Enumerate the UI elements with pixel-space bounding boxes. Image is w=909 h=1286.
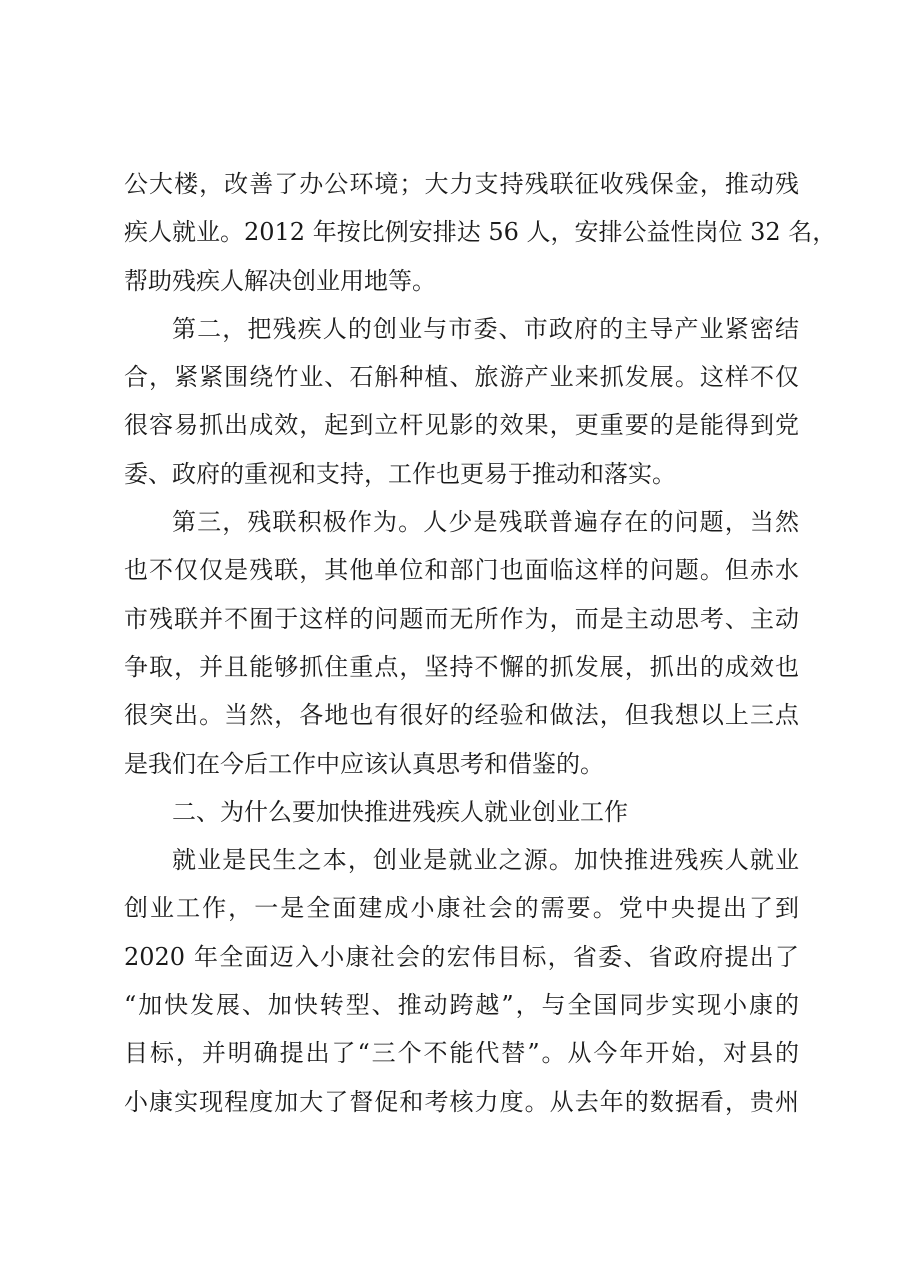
text-line: 市残联并不囿于这样的问题而无所作为，而是主动思考、主动 (124, 604, 799, 633)
text-line: 争取，并且能够抓住重点，坚持不懈的抓发展，抓出的成效也 (124, 652, 799, 681)
text-line: 委、政府的重视和支持，工作也更易于推动和落实。 (124, 459, 676, 488)
section-heading (124, 788, 799, 836)
text-line: “加快发展、加快转型、推动跨越”，与全国同步实现小康的 (124, 991, 799, 1020)
text-line: 疾人就业。2012 年按比例安排达 56 人，安排公益性岗位 32 名， (124, 218, 837, 247)
text-line: 就业是民生之本，创业是就业之源。加快推进残疾人就业 (172, 846, 799, 875)
text-line: 第二，把残疾人的创业与市委、市政府的主导产业紧密结 (172, 314, 799, 343)
text-line: 创业工作，一是全面建成小康社会的需要。党中央提出了到 (124, 894, 799, 923)
text-line: 第三，残联积极作为。人少是残联普遍存在的问题，当然 (172, 508, 799, 537)
text-line: 也不仅仅是残联，其他单位和部门也面临这样的问题。但赤水 (124, 556, 799, 585)
text-line: 很容易抓出成效，起到立杆见影的效果，更重要的是能得到党 (124, 411, 799, 440)
document-body (124, 156, 837, 1126)
text-line: 合，紧紧围绕竹业、石斛种植、旅游产业来抓发展。这样不仅 (124, 363, 799, 392)
text-line: 2020 年全面迈入小康社会的宏伟目标，省委、省政府提出了 (124, 942, 799, 971)
text-line: 公大楼，改善了办公环境；大力支持残联征收残保金，推动残 (124, 170, 799, 198)
paragraph-4 (124, 836, 799, 1126)
text-line: 小康实现程度加大了督促和考核力度。从去年的数据看，贵州 (124, 1087, 799, 1116)
paragraph-3 (124, 498, 799, 788)
heading-text: 二、为什么要加快推进残疾人就业创业工作 (172, 797, 628, 826)
text-line: 很突出。当然，各地也有很好的经验和做法，但我想以上三点 (124, 701, 799, 730)
text-line: 是我们在今后工作中应该认真思考和借鉴的。 (124, 749, 604, 778)
paragraph-2 (124, 305, 799, 498)
paragraph-1 (124, 160, 837, 305)
text-line: 目标，并明确提出了“三个不能代替”。从今年开始，对县的 (124, 1039, 799, 1068)
text-line: 帮助残疾人解决创业用地等。 (124, 266, 436, 295)
